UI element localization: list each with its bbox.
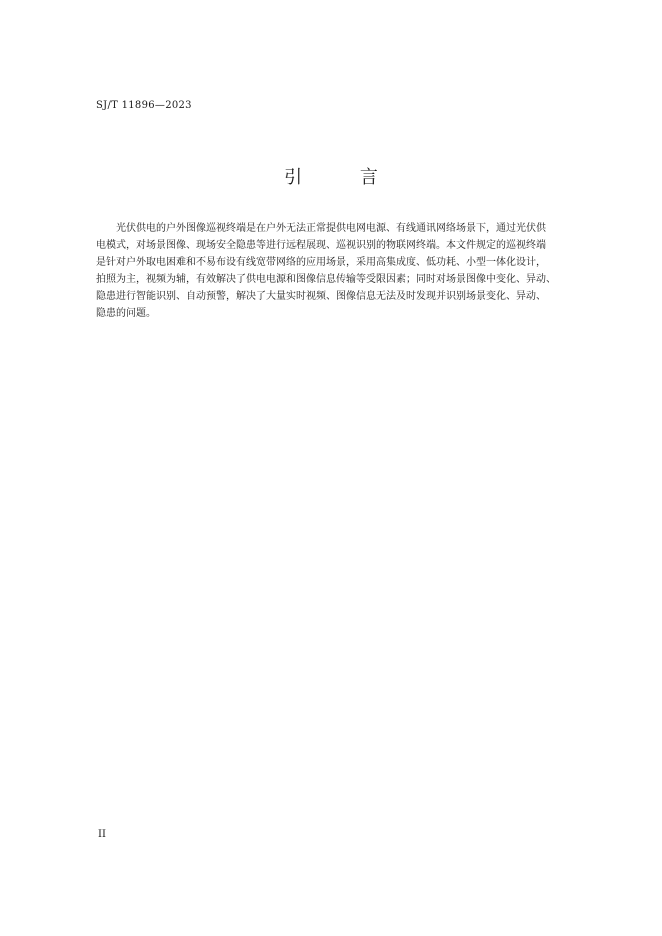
paragraph-line: 拍照为主，视频为辅，有效解决了供电电源和图像信息传输等受限因素；同时对场景图像中变化、异动、 xyxy=(96,274,556,285)
paragraph-line: 隐患进行智能识别、自动预警，解决了大量实时视频、图像信息无法及时发现并识别场景变化、异动、 xyxy=(96,291,546,302)
paragraph-line: 光伏供电的户外图像巡视终端是在户外无法正常提供电网电源、有线通讯网络场景下，通过光伏供 xyxy=(116,223,546,234)
section-title: 引 言 xyxy=(284,167,404,188)
document-code: SJ/T 11896—2023 xyxy=(96,100,192,111)
paragraph-line: 隐患的问题。 xyxy=(96,308,156,319)
paragraph-line: 是针对户外取电困难和不易布设有线宽带网络的应用场景，采用高集成度、低功耗、小型一体化设计， xyxy=(96,257,546,268)
page-number: II xyxy=(98,829,106,840)
introduction-paragraph xyxy=(96,220,564,322)
paragraph-line: 电模式，对场景图像、现场安全隐患等进行远程展现、巡视识别的物联网终端。本文件规定的巡视终端 xyxy=(96,240,546,251)
